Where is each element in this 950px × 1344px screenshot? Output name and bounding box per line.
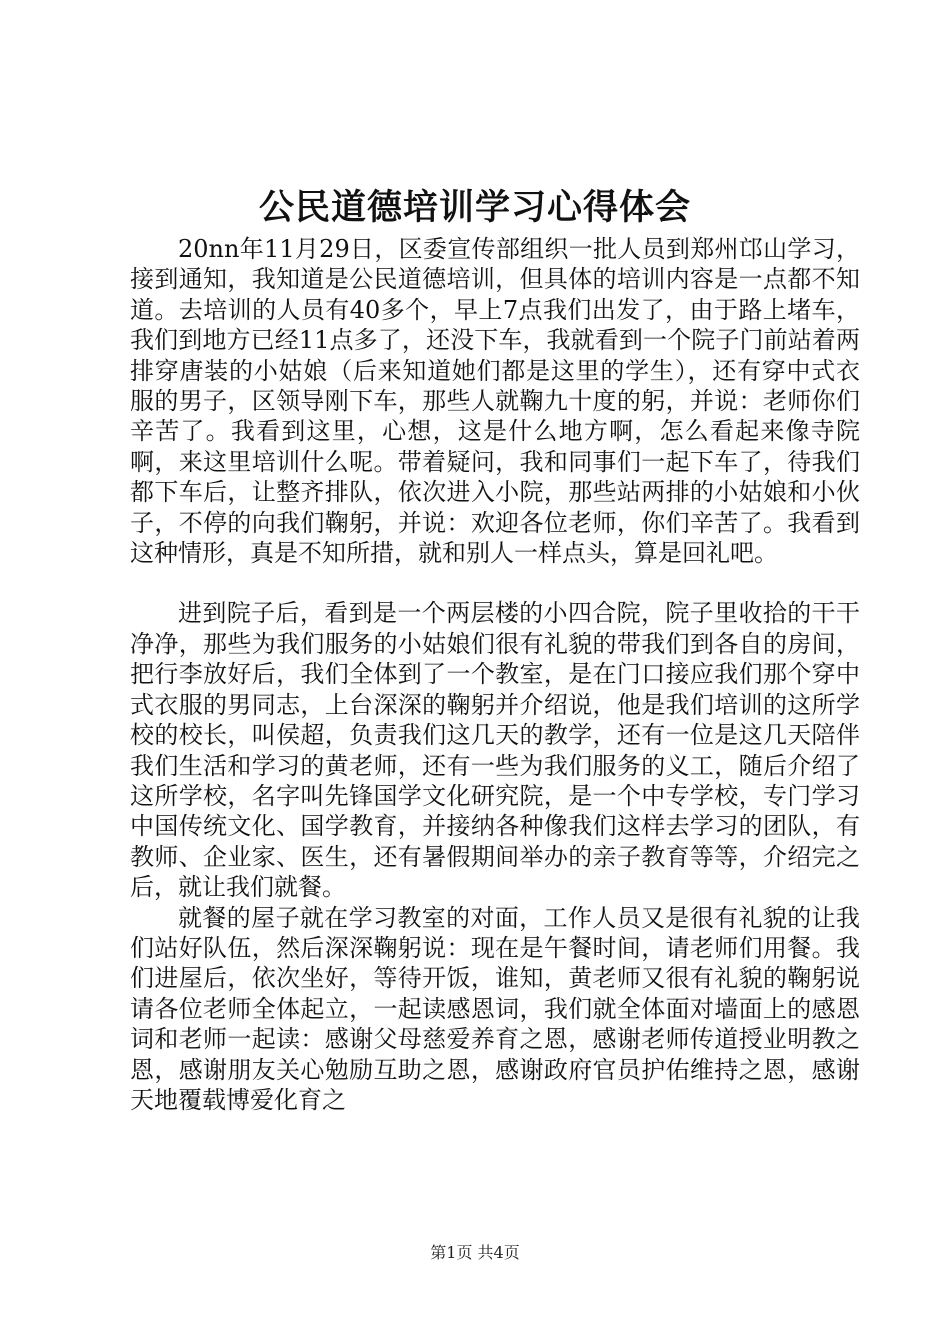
document-title: 公民道德培训学习心得体会 bbox=[258, 187, 691, 228]
page-number-footer: 第1页 共4页 bbox=[430, 1243, 520, 1262]
paragraph-1: 20nn年11月29日，区委宣传部组织一批人员到郑州邙山学习，接到通知，我知道是公民道德培训，但具体的培训内容是一点都不知道。去培训的人员有40多个，早上7点我们出发了，由于路上堵车，我们到地方已经11点多了，还没下车，我就看到一个院子门前站着两排穿唐装的小姑娘（后来知道她们都是这里的学生），还有穿中式衣服的男子，区领导刚下车，那些人就鞠九十度的躬，并说：老师你们辛苦了。我看到这里，心想，这是什么地方啊，怎么看起来像寺院啊，来这里培训什么呢。带着疑问，我和同事们一起下车了，待我们都下车后，让整齐排队，依次进入小院，那些站两排的小姑娘和小伙子，不停的向我们鞠躬，并说：欢迎各位老师，你们辛苦了。我看到这种情形，真是不知所措，就和别人一样点头，算是回礼吧。 bbox=[130, 235, 860, 568]
document-body bbox=[130, 234, 860, 1115]
paragraph-3: 就餐的屋子就在学习教室的对面，工作人员又是很有礼貌的让我们站好队伍，然后深深鞠躬说：现在是午餐时间，请老师们用餐。我们进屋后，依次坐好，等待开饭，谁知，黄老师又很有礼貌的鞠躬说请各位老师全体起立，一起读感恩词，我们就全体面对墙面上的感恩词和老师一起读：感谢父母慈爱养育之恩，感谢老师传道授业明教之恩，感谢朋友关心勉励互助之恩，感谢政府官员护佑维持之恩，感谢天地覆载博爱化育之 bbox=[130, 903, 860, 1114]
paragraph-2: 进到院子后，看到是一个两层楼的小四合院，院子里收拾的干干净净，那些为我们服务的小姑娘们很有礼貌的带我们到各自的房间，把行李放好后，我们全体到了一个教室，是在门口接应我们那个穿中式衣服的男同志，上台深深的鞠躬并介绍说，他是我们培训的这所学校的校长，叫侯超，负责我们这几天的教学，还有一位是这几天陪伴我们生活和学习的黄老师，还有一些为我们服务的义工，随后介绍了这所学校，名字叫先锋国学文化研究院，是一个中专学校，专门学习中国传统文化、国学教育，并接纳各种像我们这样去学习的团队，有教师、企业家、医生，还有暑假期间举办的亲子教育等等，介绍完之后，就让我们就餐。 bbox=[130, 599, 860, 902]
